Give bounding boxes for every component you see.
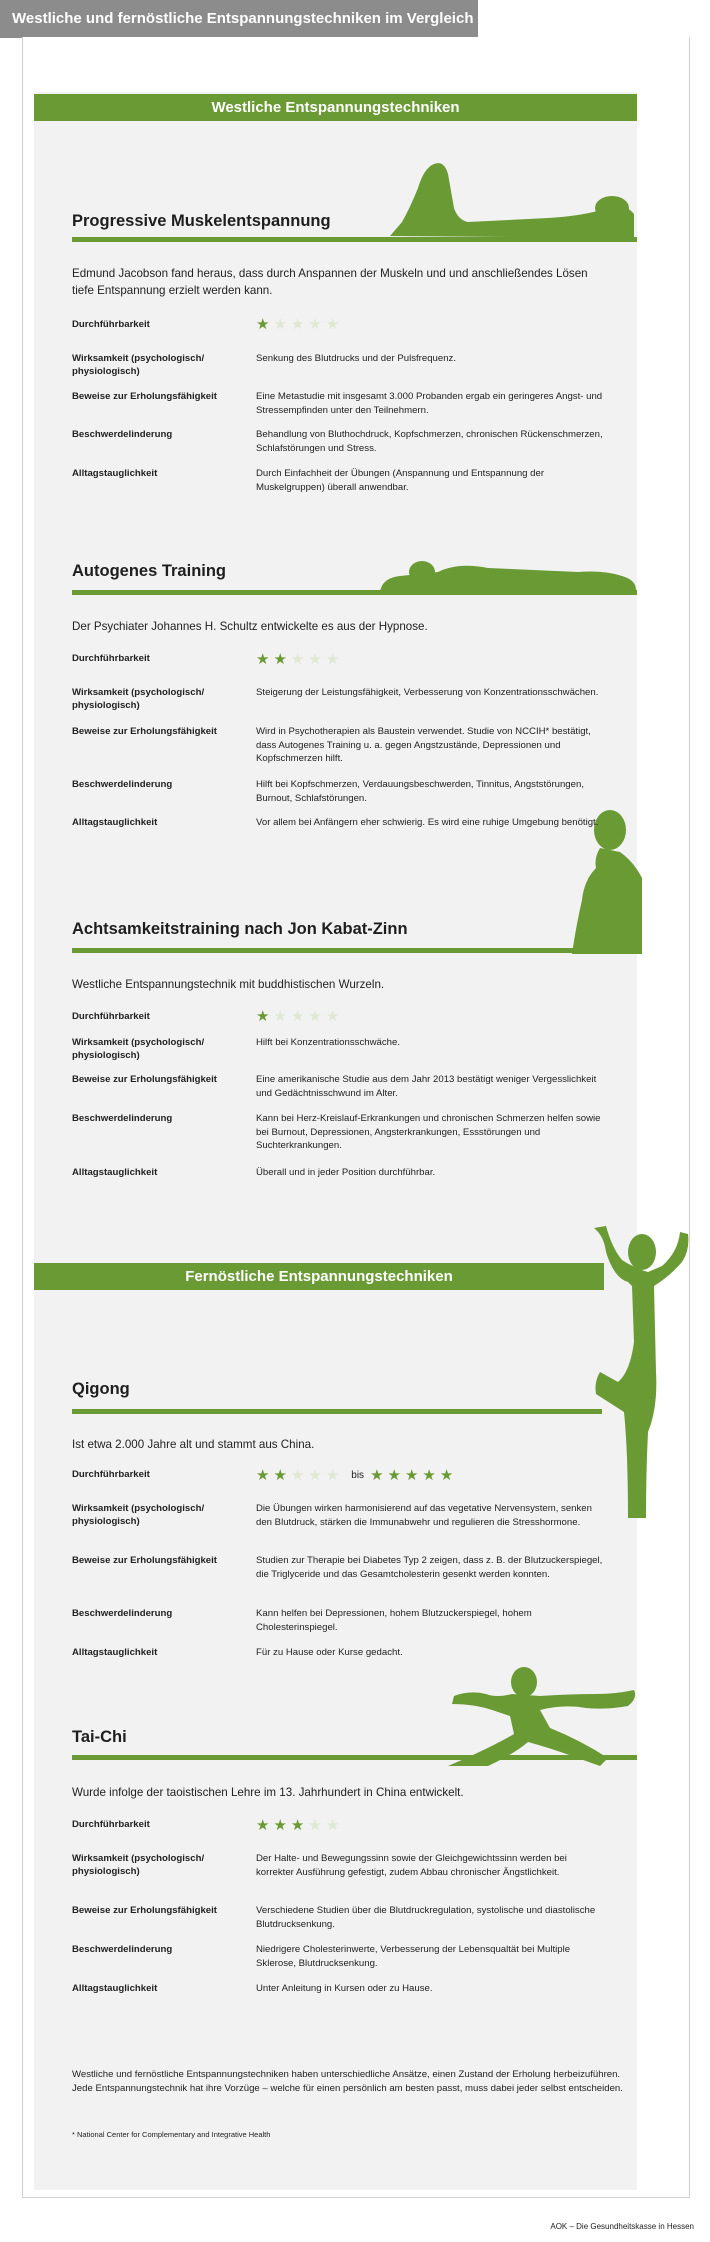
section-rule-qigong [72, 1409, 602, 1414]
section-title-achtsamkeit: Achtsamkeitstraining nach Jon Kabat-Zinn [72, 920, 408, 938]
star-filled-icon: ★ [256, 316, 270, 333]
label-durchfuehrbarkeit: Durchführbarkeit [72, 319, 150, 330]
label-durchfuehrbarkeit: Durchführbarkeit [72, 653, 150, 664]
rating-stars [256, 652, 343, 668]
label-beschwerdelinderung: Beschwerdelinderung [72, 779, 173, 790]
star-filled-icon: ★ [422, 1467, 436, 1484]
star-empty-icon: ★ [308, 316, 322, 333]
star-filled-icon: ★ [256, 1467, 270, 1484]
publisher-credit: AOK – Die Gesundheitskasse in Hessen [550, 2222, 694, 2231]
value-alltagstauglichkeit: Überall und in jeder Position durchführbar. [256, 1167, 436, 1178]
star-filled-icon: ★ [256, 1008, 270, 1025]
lying-flat-person-figure [378, 556, 640, 594]
lying-knees-person-figure [388, 158, 638, 242]
star-filled-icon: ★ [256, 1817, 270, 1834]
value-wirksamkeit: Der Halte- und Bewegungssinn sowie der Gleichgewichtssinn werden bei korrekter Ausführung gefestigt, zudem Abbau chronischer Ängstlichkeit. [256, 1853, 567, 1878]
banner-west: Westliche Entspannungstechniken [34, 94, 637, 121]
value-beschwerdelinderung: Niedrigere Cholesterinwerte, Verbesserung der Lebensqualtät bei Multiple Sklerose, Blutdrucksenkung. [256, 1944, 571, 1969]
value-beweise: Eine Metastudie mit insgesamt 3.000 Probanden ergab ein geringeres Angst- und Stressempfinden unter den Teilnehmern. [256, 391, 603, 416]
rating-range-separator: bis [351, 1470, 365, 1481]
section-title-pmr: Progressive Muskelentspannung [72, 212, 331, 230]
rating-stars [256, 317, 343, 333]
value-beweise: Eine amerikanische Studie aus dem Jahr 2013 bestätigt weniger Vergesslichkeit und Gedächtnisschwund im Alter. [256, 1074, 597, 1099]
value-beschwerdelinderung: Kann bei Herz-Kreislauf-Erkrankungen und chronischen Schmerzen helfen sowie bei Burnout, Depressionen, Angsterkrankungen, Essstörungen und Suchterkrankungen. [256, 1113, 601, 1151]
star-empty-icon: ★ [325, 1817, 340, 1834]
star-filled-icon: ★ [256, 651, 270, 668]
label-beweise: Beweise zur Erholungsfähigkeit [72, 1555, 218, 1566]
label-durchfuehrbarkeit: Durchführbarkeit [72, 1011, 150, 1022]
star-empty-icon: ★ [325, 651, 340, 668]
label-alltagstauglichkeit: Alltagstauglichkeit [72, 1983, 158, 1994]
value-wirksamkeit: Hilft bei Konzentrationsschwäche. [256, 1037, 400, 1048]
label-alltagstauglichkeit: Alltagstauglichkeit [72, 1167, 158, 1178]
star-empty-icon: ★ [273, 316, 287, 333]
value-wirksamkeit: Senkung des Blutdrucks und der Pulsfrequenz. [256, 353, 456, 364]
section-rule-autogenes [72, 590, 637, 595]
label-beweise: Beweise zur Erholungsfähigkeit [72, 726, 218, 737]
value-alltagstauglichkeit: Unter Anleitung in Kursen oder zu Hause. [256, 1983, 433, 1994]
section-rule-achtsamkeit [72, 948, 637, 953]
banner-east: Fernöstliche Entspannungstechniken [34, 1263, 604, 1290]
label-alltagstauglichkeit: Alltagstauglichkeit [72, 1647, 158, 1658]
star-filled-icon: ★ [273, 1817, 287, 1834]
star-empty-icon: ★ [290, 1008, 305, 1025]
label-wirksamkeit: Wirksamkeit (psychologisch/ physiologisch) [72, 687, 205, 711]
star-filled-icon: ★ [273, 1467, 287, 1484]
star-empty-icon: ★ [325, 316, 340, 333]
footnote: * National Center for Complementary and Integrative Health [72, 2130, 271, 2139]
value-alltagstauglichkeit: Durch Einfachheit der Übungen (Anspannung und Entspannung der Muskelgruppen) überall anwendbar. [256, 468, 545, 493]
value-wirksamkeit: Die Übungen wirken harmonisierend auf das vegetative Nervensystem, senken den Blutdruck, stärken die Immunabwehr und regulieren die Stresshormone. [256, 1503, 592, 1528]
label-durchfuehrbarkeit: Durchführbarkeit [72, 1469, 150, 1480]
section-intro-qigong: Ist etwa 2.000 Jahre alt und stammt aus China. [72, 1438, 315, 1451]
value-alltagstauglichkeit: Für zu Hause oder Kurse gedacht. [256, 1647, 403, 1658]
star-filled-icon: ★ [290, 1817, 305, 1834]
rating-stars [256, 1009, 343, 1025]
star-empty-icon: ★ [308, 1008, 322, 1025]
star-filled-icon: ★ [370, 1467, 384, 1484]
conclusion-text: Westliche und fernöstliche Entspannungstechniken haben unterschiedliche Ansätze, einen Zustand der Erholung herbeizuführen. Jede Entspannungstechnik hat ihre Vorzüge – welche für einen persönlich am besten passt, muss dabei jeder selbst entscheiden. [72, 2069, 623, 2094]
star-empty-icon: ★ [290, 1467, 305, 1484]
star-empty-icon: ★ [325, 1467, 340, 1484]
star-empty-icon: ★ [308, 1817, 322, 1834]
star-filled-icon: ★ [273, 651, 287, 668]
label-alltagstauglichkeit: Alltagstauglichkeit [72, 468, 158, 479]
label-beweise: Beweise zur Erholungsfähigkeit [72, 1905, 218, 1916]
label-beschwerdelinderung: Beschwerdelinderung [72, 429, 173, 440]
star-filled-icon: ★ [439, 1467, 454, 1484]
star-empty-icon: ★ [308, 1467, 322, 1484]
value-beschwerdelinderung: Behandlung von Bluthochdruck, Kopfschmerzen, chronischen Rückenschmerzen, Schlafstörungen und Stress. [256, 429, 603, 454]
value-alltagstauglichkeit: Vor allem bei Anfängern eher schwierig. Es wird eine ruhige Umgebung benötigt. [256, 817, 599, 828]
label-beweise: Beweise zur Erholungsfähigkeit [72, 1074, 218, 1085]
section-intro-tai-chi: Wurde infolge der taoistischen Lehre im 13. Jahrhundert in China entwickelt. [72, 1786, 464, 1799]
section-intro-pmr: Edmund Jacobson fand heraus, dass durch Anspannen der Muskeln und und anschließendes Lösen tiefe Entspannung erzielt werden kann. [72, 267, 588, 297]
value-beweise: Verschiedene Studien über die Blutdruckregulation, systolische und diastolische Blutdrucksenkung. [256, 1905, 596, 1930]
section-title-qigong: Qigong [72, 1380, 130, 1398]
value-beweise: Wird in Psychotherapien als Baustein verwendet. Studie von NCCIH* bestätigt, dass Autogenes Training u. a. gegen Angstzustände, Depressionen und Kopfschmerzen hilft. [256, 726, 591, 764]
section-rule-pmr [72, 237, 637, 242]
section-rule-tai-chi [72, 1755, 637, 1760]
qigong-figure [584, 1222, 696, 1522]
value-beschwerdelinderung: Kann helfen bei Depressionen, hohem Blutzuckerspiegel, hohem Cholesterinspiegel. [256, 1608, 532, 1633]
section-title-tai-chi: Tai-Chi [72, 1728, 127, 1746]
label-beweise: Beweise zur Erholungsfähigkeit [72, 391, 218, 402]
section-intro-achtsamkeit: Westliche Entspannungstechnik mit buddhistischen Wurzeln. [72, 978, 385, 991]
label-beschwerdelinderung: Beschwerdelinderung [72, 1113, 173, 1124]
star-empty-icon: ★ [308, 651, 322, 668]
value-wirksamkeit: Steigerung der Leistungsfähigkeit, Verbesserung von Konzentrationsschwächen. [256, 687, 599, 698]
rating-stars [256, 1818, 343, 1834]
meditating-person-figure [570, 808, 642, 956]
star-empty-icon: ★ [273, 1008, 287, 1025]
label-wirksamkeit: Wirksamkeit (psychologisch/ physiologisch) [72, 1037, 205, 1061]
label-durchfuehrbarkeit: Durchführbarkeit [72, 1819, 150, 1830]
section-intro-autogenes: Der Psychiater Johannes H. Schultz entwickelte es aus der Hypnose. [72, 620, 428, 633]
star-filled-icon: ★ [404, 1467, 419, 1484]
value-beweise: Studien zur Therapie bei Diabetes Typ 2 zeigen, dass z. B. der Blutzuckerspiegel, die Triglyceride und das Gesamtcholesterin gesenkt werden konnten. [256, 1555, 603, 1580]
label-wirksamkeit: Wirksamkeit (psychologisch/ physiologisch) [72, 1853, 205, 1877]
star-empty-icon: ★ [290, 316, 305, 333]
star-filled-icon: ★ [387, 1467, 401, 1484]
label-wirksamkeit: Wirksamkeit (psychologisch/ physiologisch) [72, 353, 205, 377]
section-title-autogenes: Autogenes Training [72, 562, 227, 580]
label-beschwerdelinderung: Beschwerdelinderung [72, 1608, 173, 1619]
star-empty-icon: ★ [325, 1008, 340, 1025]
label-wirksamkeit: Wirksamkeit (psychologisch/ physiologisch) [72, 1503, 205, 1527]
label-alltagstauglichkeit: Alltagstauglichkeit [72, 817, 158, 828]
rating-stars [256, 1468, 457, 1484]
star-empty-icon: ★ [290, 651, 305, 668]
tai-chi-figure [440, 1664, 640, 1768]
page-title: Westliche und fernöstliche Entspannungstechniken im Vergleich [0, 0, 478, 38]
label-beschwerdelinderung: Beschwerdelinderung [72, 1944, 173, 1955]
value-beschwerdelinderung: Hilft bei Kopfschmerzen, Verdauungsbeschwerden, Tinnitus, Angststörungen, Burnout, Schlafstörungen. [256, 779, 584, 804]
